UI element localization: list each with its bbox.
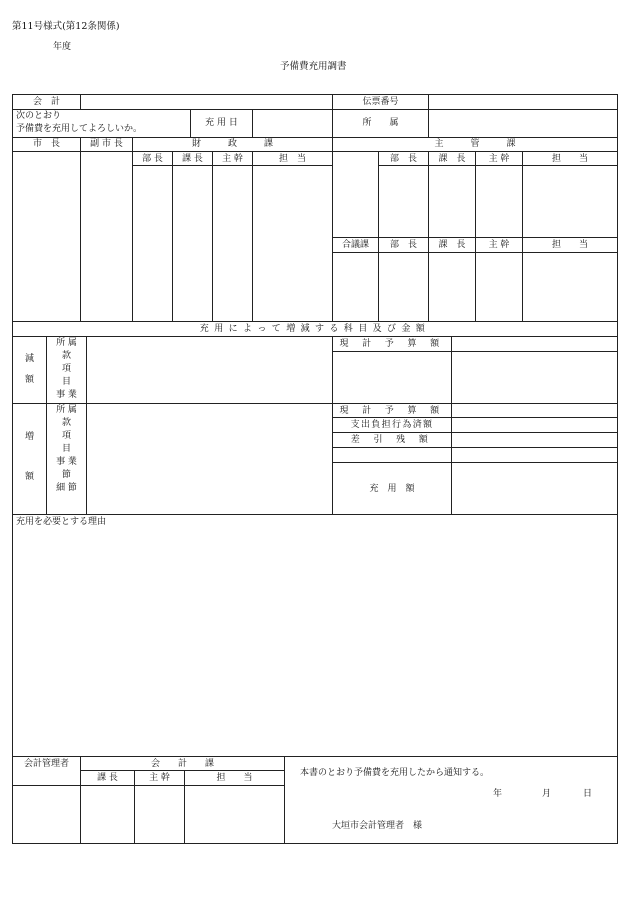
inc-setsu-label: 節	[61, 470, 71, 480]
consulting-shukan-label: 主 幹	[488, 240, 510, 250]
appropriation-date-label: 充 用 日	[205, 118, 238, 128]
deputy-mayor-stamp-cell[interactable]	[81, 152, 132, 321]
mayor-stamp-cell[interactable]	[13, 152, 80, 321]
accounting-division-label: 会 計 課	[150, 759, 214, 769]
increase-label-1: 増	[25, 432, 35, 442]
dec-subject-field[interactable]	[87, 337, 332, 403]
kaikei-label: 会 計	[32, 97, 60, 107]
dec-kan-label: 款	[61, 351, 71, 361]
managing-kacho-label: 課 長	[438, 154, 466, 164]
inc-saisetsu-label: 細 節	[56, 483, 77, 493]
deputy-mayor-label: 副 市 長	[90, 139, 123, 149]
acc-kacho-label: 課 長	[97, 773, 118, 783]
finance-tanto-label: 担 当	[278, 154, 306, 164]
addressee: 大垣市会計管理者 様	[332, 821, 423, 831]
form-number: 第11号様式(第12条関係)	[12, 21, 120, 32]
dec-ko-label: 項	[61, 364, 71, 374]
decrease-label-2: 額	[25, 375, 35, 385]
dec-amount-field[interactable]	[452, 337, 617, 403]
acc-shukan-label: 主 幹	[149, 773, 170, 783]
appropriation-date-field[interactable]	[253, 110, 332, 137]
consulting-tanto-label: 担 当	[551, 240, 588, 250]
acc-tanto-label: 担 当	[216, 773, 253, 783]
managing-bucho-label: 部 長	[389, 154, 417, 164]
managing-tanto-label: 担 当	[551, 154, 588, 164]
finance-division-label: 財 政 課	[191, 139, 273, 149]
finance-shukan-label: 主 幹	[222, 154, 243, 164]
consulting-division-label: 合議課	[341, 240, 369, 250]
request-line-2: 予備費を充用してよろしいか。	[16, 124, 143, 134]
managing-division-label: 主 管 課	[434, 139, 516, 149]
fiscal-year-label: 年度	[53, 42, 72, 52]
inc-moku-label: 目	[61, 444, 71, 454]
consulting-bucho-label: 部 長	[389, 240, 417, 250]
consulting-kacho-label: 課 長	[438, 240, 466, 250]
decrease-label-1: 減	[25, 354, 35, 364]
department-label: 所 属	[362, 118, 399, 128]
date-year-label: 年	[493, 789, 503, 799]
inc-jigyo-label: 事 業	[56, 457, 77, 467]
dec-shozoku-label: 所 属	[56, 338, 77, 348]
voucher-number-label: 伝票番号	[362, 97, 399, 107]
inc-current-budget-label: 現 計 予 算 額	[339, 406, 445, 416]
document-title: 予備費充用調書	[280, 61, 347, 72]
notice-text: 本書のとおり予備費を充用したから通知する。	[300, 768, 490, 778]
inc-subject-field[interactable]	[87, 404, 332, 514]
reason-label: 充用を必要とする理由	[16, 517, 107, 527]
department-field[interactable]	[429, 110, 617, 137]
finance-bucho-label: 部 長	[142, 154, 163, 164]
accounting-manager-label: 会計管理者	[23, 759, 69, 769]
inc-committed-label: 支出負担行為済額	[350, 420, 434, 430]
managing-shukan-label: 主 幹	[488, 154, 510, 164]
request-line-1: 次のとおり	[16, 111, 62, 121]
dec-moku-label: 目	[61, 377, 71, 387]
inc-kan-label: 款	[61, 418, 71, 428]
finance-kacho-label: 課 長	[182, 154, 203, 164]
subjects-heading: 充用によって増減する科目及び金額	[199, 324, 431, 334]
date-day-label: 日	[583, 789, 593, 799]
mayor-label: 市 長	[32, 139, 60, 149]
inc-ko-label: 項	[61, 431, 71, 441]
kaikei-field[interactable]	[81, 95, 332, 109]
dec-jigyo-label: 事 業	[56, 390, 77, 400]
date-month-label: 月	[542, 789, 552, 799]
inc-appropriation-label: 充 用 額	[369, 484, 415, 494]
increase-label-2: 額	[25, 472, 35, 482]
inc-shozoku-label: 所 属	[56, 405, 77, 415]
dec-current-budget-label: 現 計 予 算 額	[339, 339, 445, 349]
inc-remaining-label: 差 引 残 額	[350, 435, 434, 445]
reason-field[interactable]	[13, 530, 617, 755]
voucher-number-field[interactable]	[429, 95, 617, 109]
